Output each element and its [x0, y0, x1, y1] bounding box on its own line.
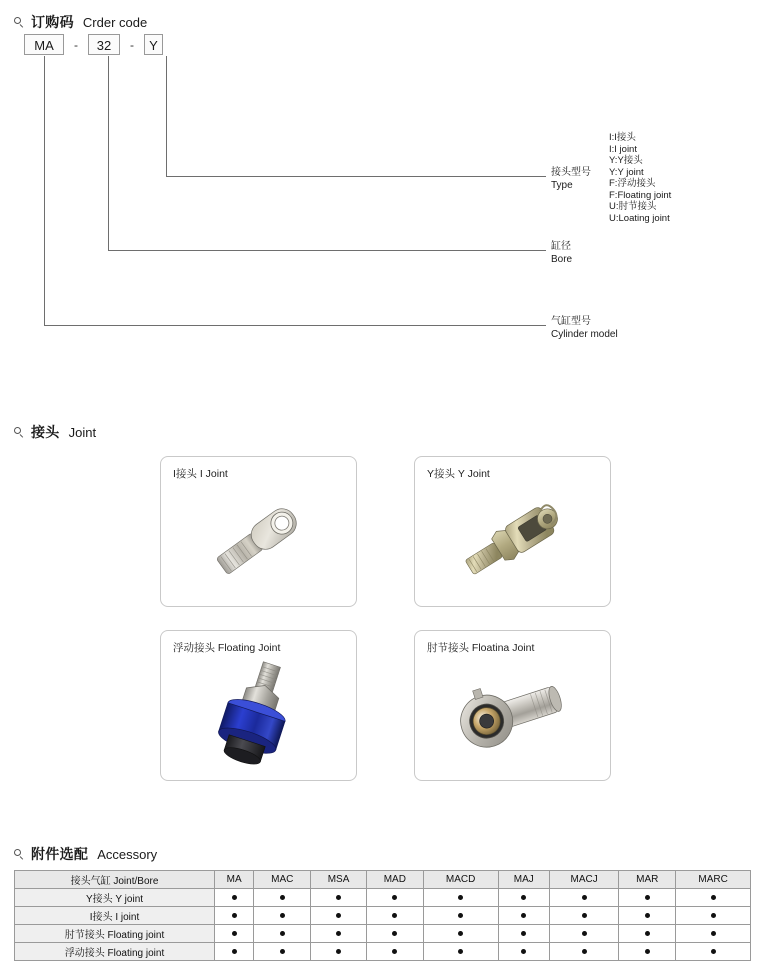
table-cell-mark — [423, 925, 498, 943]
table-row-label: I接头 I joint — [15, 907, 215, 925]
type-option: Y:Y joint — [609, 166, 644, 178]
table-cell-mark — [619, 943, 676, 961]
availability-dot — [582, 949, 587, 954]
joint-card-title: Y接头 Y Joint — [427, 468, 490, 480]
availability-dot — [336, 931, 341, 936]
table-cell-mark — [254, 907, 311, 925]
knuckle-joint-illustration — [440, 660, 585, 770]
leader-label-cylinder-model — [551, 316, 618, 341]
y-joint-image — [415, 483, 610, 598]
table-cell-mark — [676, 925, 751, 943]
magnifier-icon — [14, 427, 25, 438]
leader-label-cylinder-model-en: Cylinder model — [551, 328, 618, 340]
order-code-box-bore: 32 — [88, 34, 120, 55]
availability-dot — [392, 895, 397, 900]
section-heading-order-code — [14, 12, 147, 32]
table-header-cell: MAC — [254, 871, 311, 889]
leader-label-type-cn: 接头型号 — [551, 167, 591, 178]
availability-dot — [711, 949, 716, 954]
table-cell-mark — [254, 943, 311, 961]
leader-label-type — [551, 167, 591, 192]
leader-line-type-vertical — [166, 56, 167, 176]
leader-label-type-en: Type — [551, 179, 573, 191]
availability-dot — [582, 895, 587, 900]
table-cell-mark — [423, 943, 498, 961]
availability-dot — [645, 931, 650, 936]
order-code-box-type: Y — [144, 34, 163, 55]
magnifier-icon — [14, 17, 25, 28]
table-cell-mark — [619, 907, 676, 925]
table-cell-mark — [215, 889, 254, 907]
availability-dot — [392, 913, 397, 918]
table-cell-mark — [550, 925, 619, 943]
table-header-cell: MACJ — [550, 871, 619, 889]
availability-dot — [711, 931, 716, 936]
type-option: F:浮动接头 — [609, 178, 656, 189]
section-heading-accessory — [14, 844, 157, 864]
table-row — [15, 889, 751, 907]
leader-label-bore-en: Bore — [551, 253, 573, 265]
availability-dot — [582, 931, 587, 936]
magnifier-icon — [14, 849, 25, 860]
availability-dot — [521, 931, 526, 936]
availability-dot — [645, 913, 650, 918]
availability-dot — [336, 949, 341, 954]
availability-dot — [711, 913, 716, 918]
section-title-en: Accessory — [97, 846, 158, 862]
table-cell-mark — [498, 889, 550, 907]
table-cell-mark — [366, 889, 423, 907]
availability-dot — [280, 913, 285, 918]
table-header-row — [15, 871, 751, 889]
table-cell-mark — [366, 943, 423, 961]
table-cell-mark — [254, 925, 311, 943]
section-title-cn: 订购码 — [31, 14, 74, 30]
type-option: U:肘节接头 — [609, 201, 657, 212]
leader-label-bore-cn: 缸径 — [551, 241, 571, 252]
availability-dot — [458, 913, 463, 918]
floating-joint-illustration — [189, 657, 329, 772]
table-cell-mark — [311, 943, 367, 961]
section-title-cn: 附件选配 — [31, 846, 89, 862]
table-cell-mark — [619, 889, 676, 907]
joint-card-title: 浮动接头 Floating Joint — [173, 642, 281, 654]
joint-card-title: I接头 I Joint — [173, 468, 228, 480]
table-cell-mark — [676, 907, 751, 925]
table-cell-mark — [215, 925, 254, 943]
table-header-cell: MARC — [676, 871, 751, 889]
table-cell-mark — [254, 889, 311, 907]
availability-dot — [711, 895, 716, 900]
table-row-label: 肘节接头 Floating joint — [15, 925, 215, 943]
table-cell-mark — [311, 925, 367, 943]
table-cell-mark — [676, 943, 751, 961]
availability-dot — [582, 913, 587, 918]
leader-label-cylinder-model-cn: 气缸型号 — [551, 316, 591, 327]
availability-dot — [645, 895, 650, 900]
table-header-cell: MAD — [366, 871, 423, 889]
joint-card-knuckle[interactable] — [414, 630, 611, 781]
availability-dot — [458, 895, 463, 900]
table-header-cell: 接头气缸 Joint/Bore — [15, 871, 215, 889]
availability-dot — [232, 931, 237, 936]
availability-dot — [521, 949, 526, 954]
table-cell-mark — [423, 889, 498, 907]
availability-dot — [521, 913, 526, 918]
table-cell-mark — [498, 943, 550, 961]
availability-dot — [392, 931, 397, 936]
table-header-cell: MAJ — [498, 871, 550, 889]
leader-line-type-horizontal — [166, 176, 546, 177]
availability-dot — [645, 949, 650, 954]
table-cell-mark — [676, 889, 751, 907]
y-joint-illustration — [448, 486, 578, 596]
table-cell-mark — [311, 889, 367, 907]
section-heading-joint — [14, 422, 96, 442]
availability-dot — [336, 895, 341, 900]
i-joint-illustration — [194, 486, 324, 596]
availability-dot — [232, 895, 237, 900]
order-code-separator-2: - — [130, 37, 134, 52]
table-header-cell: MSA — [311, 871, 367, 889]
joint-card-floating[interactable] — [160, 630, 357, 781]
type-option: I:I接头 — [609, 132, 636, 143]
availability-dot — [392, 949, 397, 954]
availability-dot — [458, 949, 463, 954]
table-cell-mark — [215, 907, 254, 925]
table-row-label: Y接头 Y joint — [15, 889, 215, 907]
table-cell-mark — [550, 907, 619, 925]
table-cell-mark — [311, 907, 367, 925]
table-cell-mark — [550, 943, 619, 961]
accessory-table — [14, 870, 751, 961]
section-title-cn: 接头 — [31, 424, 60, 440]
type-options-list — [609, 132, 671, 224]
table-cell-mark — [423, 907, 498, 925]
availability-dot — [280, 949, 285, 954]
table-header-cell: MAR — [619, 871, 676, 889]
table-cell-mark — [498, 925, 550, 943]
availability-dot — [280, 931, 285, 936]
leader-line-model-horizontal — [44, 325, 546, 326]
joint-card-i[interactable] — [160, 456, 357, 607]
type-option: F:Floating joint — [609, 189, 672, 201]
joint-card-y[interactable] — [414, 456, 611, 607]
table-cell-mark — [498, 907, 550, 925]
table-header-cell: MACD — [423, 871, 498, 889]
availability-dot — [232, 949, 237, 954]
leader-line-bore-vertical — [108, 56, 109, 250]
section-title-en: Crder code — [82, 14, 148, 30]
table-cell-mark — [550, 889, 619, 907]
leader-line-model-vertical — [44, 56, 45, 325]
joint-card-title: 肘节接头 Floatina Joint — [427, 642, 535, 654]
type-option: Y:Y接头 — [609, 155, 643, 166]
knuckle-joint-image — [415, 657, 610, 772]
table-row — [15, 943, 751, 961]
type-option: U:Loating joint — [609, 212, 670, 224]
leader-label-bore — [551, 241, 572, 266]
i-joint-image — [161, 483, 356, 598]
availability-dot — [280, 895, 285, 900]
table-cell-mark — [366, 925, 423, 943]
order-code-separator-1: - — [74, 37, 78, 52]
availability-dot — [336, 913, 341, 918]
table-row — [15, 907, 751, 925]
order-code-row — [24, 34, 163, 55]
floating-joint-image — [161, 657, 356, 772]
leader-line-bore-horizontal — [108, 250, 546, 251]
availability-dot — [458, 931, 463, 936]
table-cell-mark — [366, 907, 423, 925]
type-option: I:I joint — [609, 143, 637, 155]
table-cell-mark — [215, 943, 254, 961]
availability-dot — [521, 895, 526, 900]
section-title-en: Joint — [68, 424, 97, 440]
table-row — [15, 925, 751, 943]
table-row-label: 浮动接头 Floating joint — [15, 943, 215, 961]
table-header-cell: MA — [215, 871, 254, 889]
table-cell-mark — [619, 925, 676, 943]
order-code-box-model: MA — [24, 34, 64, 55]
availability-dot — [232, 913, 237, 918]
